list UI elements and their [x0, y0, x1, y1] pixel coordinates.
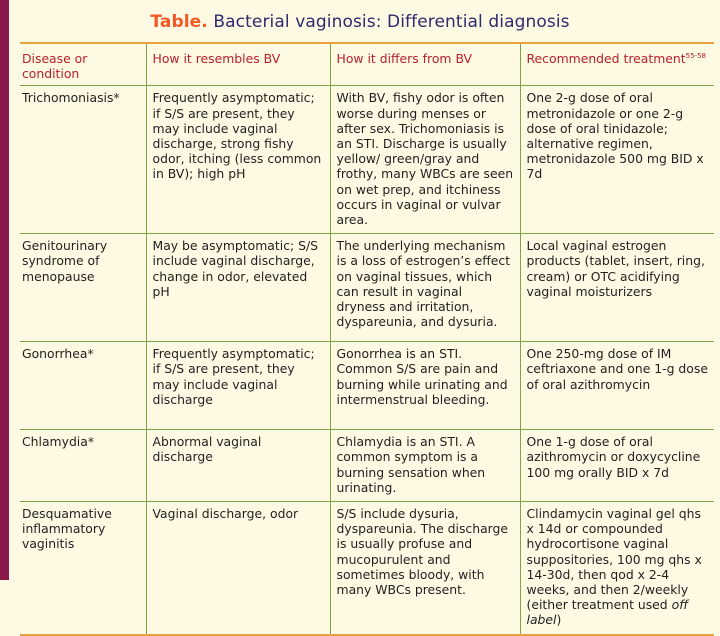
treatment-text-end: ) [556, 612, 562, 628]
treatment-cell [520, 502, 714, 635]
table-row [20, 430, 714, 502]
treatment-text: Clindamycin vaginal gel qhs x 14d or compounded hydrocortisone vaginal suppositories, 100 mg qhs x 14-30d, then qod x 2-4 weeks, and then 2/weekly (either treatment used [526, 506, 702, 613]
header-treatment [520, 44, 714, 86]
differs-cell: The underlying mechanism is a loss of estrogen’s effect on vaginal tissues, which can result in vaginal dryness and irritation, dyspareunia, and dysuria. [330, 234, 520, 342]
differs-cell: S/S include dysuria, dyspareunia. The discharge is usually profuse and mucopurulent and sometimes bloody, with many WBCs present. [330, 502, 520, 635]
header-resembles: How it resembles BV [146, 44, 330, 86]
disease-cell: Gonorrhea* [20, 342, 146, 430]
table-title [0, 11, 720, 33]
header-treatment-label: Recommended treatment [526, 51, 686, 66]
differs-cell: With BV, fishy odor is often worse during menses or after sex. Trichomoniasis is an STI. Discharge is usually yellow/ green/gray and frothy, many WBCs are seen on wet prep, and itchiness occurs in vaginal or vulvar area. [330, 86, 520, 234]
left-accent-bar [0, 0, 9, 580]
table-title-lead: Table. [150, 12, 208, 32]
disease-cell: Genitourinary syndrome of menopause [20, 234, 146, 342]
treatment-cell: Local vaginal estrogen products (tablet, insert, ring, cream) or OTC acidifying vaginal moisturizers [520, 234, 714, 342]
table-title-text: Bacterial vaginosis: Differential diagnosis [213, 12, 570, 32]
treatment-cell: One 2-g dose of oral metronidazole or one 2-g dose of oral tinidazole; alternative regimen, metronidazole 500 mg BID x 7d [520, 86, 714, 234]
resembles-cell: Frequently asymptomatic; if S/S are present, they may include vaginal discharge, strong fishy odor, itching (less common in BV); high pH [146, 86, 330, 234]
header-disease: Disease or condition [20, 44, 146, 86]
disease-cell: Trichomoniasis* [20, 86, 146, 234]
resembles-cell: May be asymptomatic; S/S include vaginal discharge, change in odor, elevated pH [146, 234, 330, 342]
disease-cell: Chlamydia* [20, 430, 146, 502]
differential-diagnosis-table [20, 44, 714, 636]
header-treatment-reference: 55-58 [685, 52, 706, 60]
table-row [20, 234, 714, 342]
resembles-cell: Frequently asymptomatic; if S/S are present, they may include vaginal discharge [146, 342, 330, 430]
header-differs: How it differs from BV [330, 44, 520, 86]
treatment-cell: One 1-g dose of oral azithromycin or doxycycline 100 mg orally BID x 7d [520, 430, 714, 502]
table-row [20, 86, 714, 234]
differs-cell: Chlamydia is an STI. A common symptom is a burning sensation when urinating. [330, 430, 520, 502]
resembles-cell: Abnormal vaginal discharge [146, 430, 330, 502]
differs-cell: Gonorrhea is an STI. Common S/S are pain and burning while urinating and intermenstrual bleeding. [330, 342, 520, 430]
table-row [20, 342, 714, 430]
table-row [20, 502, 714, 635]
header-row [20, 44, 714, 86]
resembles-cell: Vaginal discharge, odor [146, 502, 330, 635]
treatment-italic-note: off label [526, 597, 689, 628]
disease-cell: Desquamative inflammatory vaginitis [20, 502, 146, 635]
treatment-cell: One 250-mg dose of IM ceftriaxone and one 1-g dose of oral azithromycin [520, 342, 714, 430]
